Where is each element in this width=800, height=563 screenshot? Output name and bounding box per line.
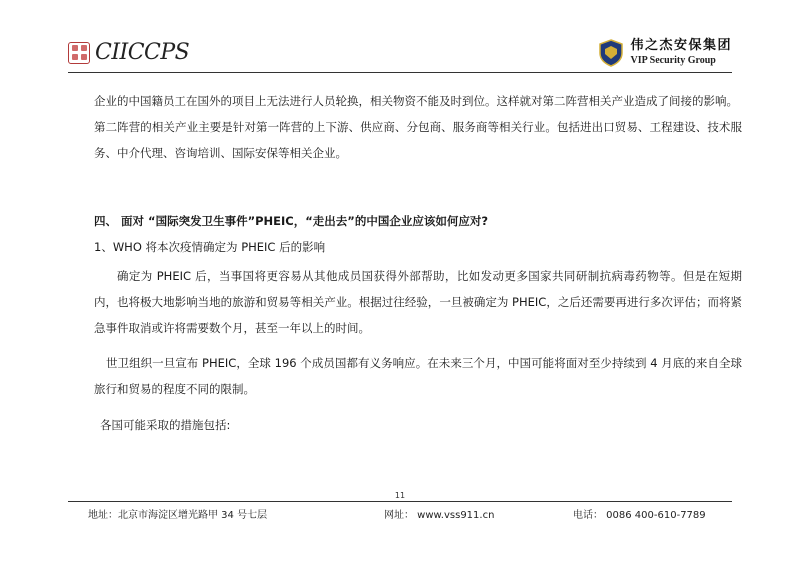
footer-address: 地址：北京市海淀区增光路甲 34 号七层 <box>88 510 268 521</box>
paragraph-4: 世卫组织一旦宣布 PHEIC，全球 196 个成员国都有义务响应。在未来三个月，中国可能将面对至少持续到 4 月底的来自全球旅行和贸易的程度不同的限制。 <box>94 356 742 396</box>
footer-website: 网址： www.vss911.cn <box>384 510 495 521</box>
paragraph-2: 第二阵营的相关产业主要是针对第一阵营的上下游、供应商、分包商、服务商等相关行业。包括进出口贸易、工程建设、技术服务、中介代理、咨询培训、国际安保等相关企业。 <box>94 120 742 160</box>
seal-icon <box>68 42 90 64</box>
page-number: 11 <box>394 491 406 500</box>
section-heading: 四、 面对 “国际突发卫生事件”PHEIC，“走出去”的中国企业应该如何应对? <box>94 214 489 228</box>
ciiccps-logo <box>68 40 189 65</box>
ciiccps-wordmark: CIICCPS <box>95 40 190 65</box>
paragraph-1: 企业的中国籍员工在国外的项目上无法进行人员轮换，相关物资不能及时到位。这样就对第二阵营相关产业造成了间接的影响。 <box>94 94 738 108</box>
vip-security-logo <box>598 38 732 67</box>
company-name-cn: 伟之杰安保集团 <box>630 38 732 53</box>
footer-divider <box>68 501 732 502</box>
footer-phone: 电话： 0086 400-610-7789 <box>573 510 706 521</box>
subheading-1: 1、WHO 将本次疫情确定为 PHEIC 后的影响 <box>94 240 326 254</box>
paragraph-5: 各国可能采取的措施包括: <box>100 418 231 432</box>
company-name-en: VIP Security Group <box>630 55 716 66</box>
paragraph-3: 确定为 PHEIC 后，当事国将更容易从其他成员国获得外部帮助，比如发动更多国家共同研制抗病毒药物等。但是在短期内，也将极大地影响当地的旅游和贸易等相关产业。根据过往经验，一旦被确定为 PHEIC，之后还需要再进行多次评估；而将紧急事件取消或许将需要数个月，甚至一年以上的时间。 <box>94 269 742 335</box>
header-divider <box>68 72 732 73</box>
shield-icon <box>598 39 624 67</box>
